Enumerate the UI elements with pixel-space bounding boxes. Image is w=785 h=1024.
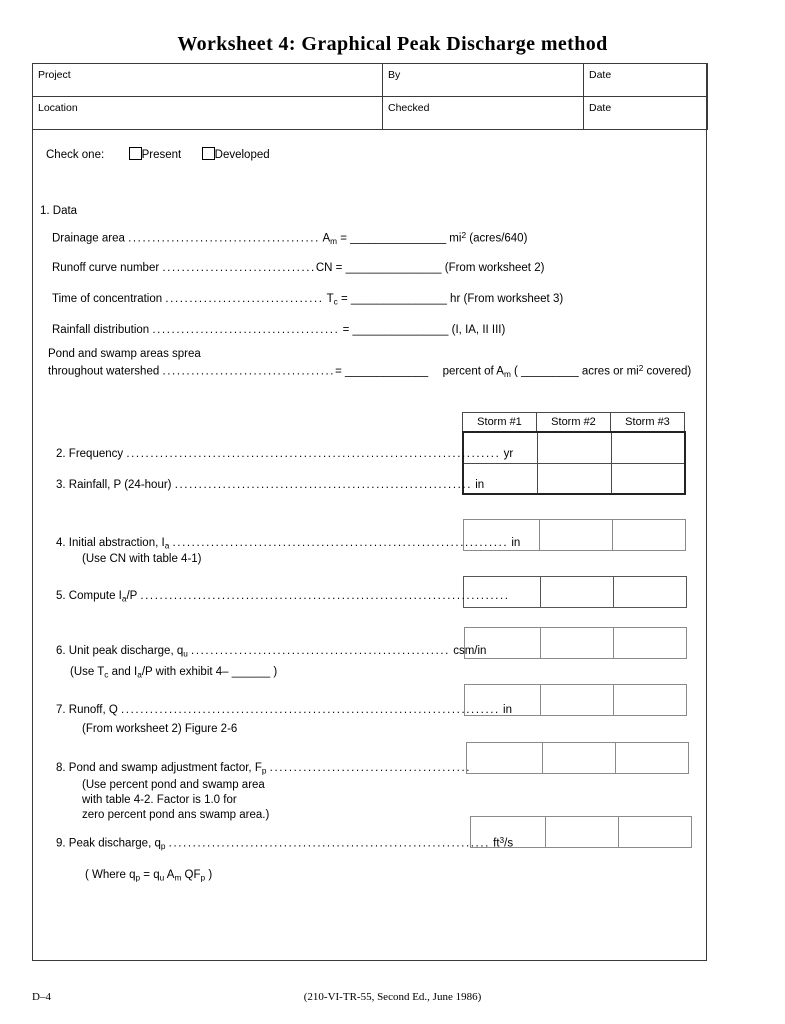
- table-row: [465, 628, 687, 659]
- leader-dots: ..............................................................................: [126, 448, 501, 460]
- item-4-number: 4.: [56, 537, 66, 549]
- table-row: [463, 463, 685, 494]
- item-6-answer-boxes: [464, 627, 687, 659]
- item-7-note: (From worksheet 2) Figure 2-6: [82, 723, 238, 735]
- item-5-cell-storm-3[interactable]: [614, 577, 687, 608]
- rainfall-distribution-row: [52, 323, 505, 337]
- item-9-cell-storm-3[interactable]: [619, 817, 692, 848]
- rainfall-cell-storm-3[interactable]: [611, 463, 685, 494]
- item-9-row: [56, 834, 513, 854]
- item-4-note: (Use CN with table 4-1): [82, 553, 202, 565]
- item-9-units-sup: 3: [499, 836, 505, 845]
- item-4-label: Initial abstraction, I: [68, 537, 165, 549]
- pond-swamp-tail-sup: 2: [638, 364, 644, 373]
- storm-3-header: Storm #3: [611, 413, 685, 432]
- equals-sign: =: [340, 293, 348, 305]
- item-6-row: [56, 644, 486, 661]
- equals-sign: =: [335, 365, 342, 378]
- page-title: Worksheet 4: Graphical Peak Discharge method: [177, 33, 608, 55]
- drainage-area-units-note: (acres/640): [466, 232, 528, 245]
- item-6-cell-storm-2[interactable]: [541, 628, 614, 659]
- runoff-curve-number-input-blank[interactable]: _______________: [345, 262, 442, 274]
- item-5-row: [56, 589, 510, 606]
- item-4-cell-storm-3[interactable]: [613, 520, 686, 551]
- item-9-number: 9.: [56, 837, 66, 850]
- item-4-subscript: a: [164, 541, 170, 551]
- item-4-row: [56, 536, 520, 553]
- by-label: By: [388, 69, 401, 81]
- leader-dots: ......................................................: [191, 645, 450, 657]
- item-6-note-post[interactable]: /P with exhibit 4– ______ ): [141, 666, 278, 678]
- formula-prefix: ( Where q: [85, 869, 136, 881]
- checked-label: Checked: [388, 102, 430, 114]
- item-3-label: Rainfall, P (24-hour): [68, 479, 172, 491]
- item-6-note-pre: (Use T: [70, 666, 105, 678]
- location-label: Location: [38, 102, 78, 114]
- paren-open: (: [514, 365, 518, 378]
- item-8-cell-storm-3[interactable]: [616, 743, 689, 774]
- formula-sub-u: u: [159, 873, 165, 883]
- pond-swamp-input-blank[interactable]: _____________: [345, 365, 429, 378]
- table-row: [33, 97, 708, 130]
- formula-sub-p-2: p: [200, 873, 206, 883]
- frequency-cell-storm-2[interactable]: [537, 432, 611, 463]
- item-8-subscript: p: [261, 766, 267, 776]
- formula-sub-p-1: p: [135, 873, 141, 883]
- equals-sign: =: [335, 262, 343, 274]
- drainage-area-label: Drainage area: [52, 232, 125, 245]
- equals-sign: =: [342, 324, 350, 336]
- table-row: [33, 64, 708, 97]
- section-1-heading: 1. Data: [40, 205, 78, 217]
- item-8-note-line-1: (Use percent pond and swamp area: [82, 779, 265, 791]
- item-4-units: in: [511, 537, 521, 549]
- date-field-2[interactable]: [584, 97, 708, 130]
- time-of-concentration-input-blank[interactable]: _______________: [350, 293, 447, 305]
- storm-2-header: Storm #2: [537, 413, 611, 432]
- item-5-subscript: a: [121, 594, 127, 604]
- item-6-number: 6.: [56, 645, 66, 657]
- time-of-concentration-subscript: c: [333, 297, 338, 307]
- item-2-row: [56, 447, 513, 461]
- time-of-concentration-note: (From worksheet 3): [463, 293, 564, 305]
- rainfall-distribution-input-blank[interactable]: _______________: [352, 324, 449, 336]
- formula-suffix: ): [205, 869, 213, 881]
- checked-field[interactable]: [383, 97, 584, 130]
- item-7-cell-storm-3[interactable]: [614, 685, 687, 716]
- item-5-cell-storm-2[interactable]: [541, 577, 614, 608]
- item-8-note-line-2: with table 4-2. Factor is 1.0 for: [82, 794, 237, 806]
- checkbox-developed-label: Developed: [214, 149, 270, 161]
- formula-tail: QF: [181, 869, 201, 881]
- item-6-note-mid: and I: [108, 666, 138, 678]
- document-citation: (210-VI-TR-55, Second Ed., June 1986): [303, 991, 482, 1003]
- table-row: [463, 413, 685, 432]
- leader-dots: ..............................................................: [174, 479, 472, 491]
- item-3-row: [56, 478, 484, 492]
- leader-dots: .......................................: [152, 324, 340, 336]
- item-6-label: Unit peak discharge, q: [68, 645, 184, 657]
- item-9-label: Peak discharge, q: [68, 837, 161, 850]
- equals-sign: =: [340, 232, 347, 245]
- project-field[interactable]: [33, 64, 383, 97]
- project-label: Project: [38, 69, 71, 81]
- drainage-area-units-sup: 2: [461, 231, 467, 240]
- item-2-number: 2.: [56, 448, 66, 460]
- drainage-area-input-blank[interactable]: _______________: [350, 232, 447, 245]
- checkbox-developed[interactable]: [202, 147, 215, 160]
- item-9-subscript: p: [160, 841, 166, 851]
- leader-dots: ......................................................................: [172, 537, 509, 549]
- item-7-cell-storm-2[interactable]: [541, 685, 614, 716]
- time-of-concentration-row: [52, 292, 563, 309]
- item-3-units: in: [475, 479, 485, 491]
- leader-dots: ....................................: [162, 365, 336, 378]
- item-8-answer-boxes: [466, 742, 689, 774]
- peak-discharge-formula: [85, 868, 212, 885]
- item-8-number: 8.: [56, 762, 66, 774]
- runoff-curve-number-label: Runoff curve number: [52, 262, 160, 274]
- runoff-curve-number-row: [52, 261, 544, 275]
- item-5-label-post: /P: [126, 590, 138, 602]
- formula-mid: A: [164, 869, 175, 881]
- rainfall-distribution-label: Rainfall distribution: [52, 324, 150, 336]
- item-7-units: in: [503, 704, 512, 716]
- storm-1-header: Storm #1: [463, 413, 537, 432]
- item-9-units: ft: [493, 837, 500, 850]
- date-field-1[interactable]: [584, 64, 708, 97]
- storm-header-table: [462, 412, 685, 432]
- pond-swamp-tail: acres or mi: [578, 365, 639, 378]
- time-of-concentration-label: Time of concentration: [52, 293, 163, 305]
- item-2-label: Frequency: [68, 448, 124, 460]
- item-4-cell-storm-2[interactable]: [540, 520, 613, 551]
- item-6-subscript: u: [183, 649, 188, 659]
- pond-swamp-tail-end: covered): [643, 365, 692, 378]
- item-9-cell-storm-2[interactable]: [546, 817, 619, 848]
- item-5-number: 5.: [56, 590, 66, 602]
- item-8-cell-storm-1[interactable]: [467, 743, 543, 774]
- rainfall-distribution-note: (I, IA, II III): [451, 324, 506, 336]
- item-7-number: 7.: [56, 704, 66, 716]
- leader-dots: ...............................................................................: [121, 704, 500, 716]
- item-6-note-sub-c: c: [104, 670, 109, 680]
- pond-swamp-label: throughout watershed: [48, 365, 160, 378]
- checkbox-present[interactable]: [129, 147, 142, 160]
- pond-swamp-row: [48, 362, 691, 382]
- item-8-cell-storm-2[interactable]: [543, 743, 616, 774]
- project-info-table: [32, 63, 708, 130]
- item-7-label: Runoff, Q: [68, 704, 118, 716]
- leader-dots: .................................: [165, 293, 324, 305]
- formula-sub-m: m: [174, 873, 182, 883]
- item-7-row: [56, 703, 512, 717]
- page-number: D–4: [32, 991, 51, 1003]
- item-6-note: [70, 665, 277, 682]
- pond-swamp-line-1: Pond and swamp areas sprea: [48, 348, 201, 360]
- item-9-units-post: /s: [504, 837, 514, 850]
- leader-dots: ...................................................................: [168, 837, 490, 850]
- drainage-area-subscript: m: [330, 236, 338, 246]
- drainage-area-units: mi: [449, 232, 462, 245]
- check-one-row: [46, 147, 270, 162]
- item-2-units: yr: [503, 448, 514, 460]
- pond-swamp-subscript: m: [503, 369, 511, 379]
- time-of-concentration-symbol: T: [326, 293, 334, 305]
- item-6-cell-storm-3[interactable]: [614, 628, 687, 659]
- leader-dots: .............................................................................: [140, 590, 510, 602]
- table-row: [467, 743, 689, 774]
- by-field[interactable]: [383, 64, 584, 97]
- frequency-cell-storm-3[interactable]: [611, 432, 685, 463]
- leader-dots: ..........................................: [269, 762, 472, 774]
- check-one-label: Check one:: [46, 149, 105, 161]
- leader-dots: ................................: [162, 262, 316, 274]
- item-5-label: Compute I: [68, 590, 122, 602]
- drainage-area-row: [52, 229, 527, 249]
- time-of-concentration-units: hr: [450, 293, 461, 305]
- pond-swamp-percent-label: percent of A: [442, 365, 504, 378]
- runoff-curve-number-note: (From worksheet 2): [444, 262, 545, 274]
- item-6-note-sub-a: a: [137, 670, 142, 680]
- location-field[interactable]: [33, 97, 383, 130]
- item-3-number: 3.: [56, 479, 66, 491]
- item-8-row: [56, 761, 471, 778]
- item-6-units: csm/in: [453, 645, 487, 657]
- storm-entry-table: [462, 431, 686, 495]
- rainfall-cell-storm-2[interactable]: [537, 463, 611, 494]
- item-8-note-line-3: zero percent pond ans swamp area.): [82, 809, 270, 821]
- checkbox-present-label: Present: [141, 149, 182, 161]
- runoff-curve-number-symbol: CN: [315, 262, 333, 274]
- drainage-area-symbol: A: [322, 232, 331, 245]
- date-label-2: Date: [589, 102, 612, 114]
- date-label-1: Date: [589, 69, 612, 81]
- leader-dots: ........................................: [128, 232, 320, 245]
- pond-swamp-acres-blank[interactable]: _________: [521, 365, 579, 378]
- item-8-label: Pond and swamp adjustment factor, F: [68, 762, 262, 774]
- formula-eq: = q: [140, 869, 160, 881]
